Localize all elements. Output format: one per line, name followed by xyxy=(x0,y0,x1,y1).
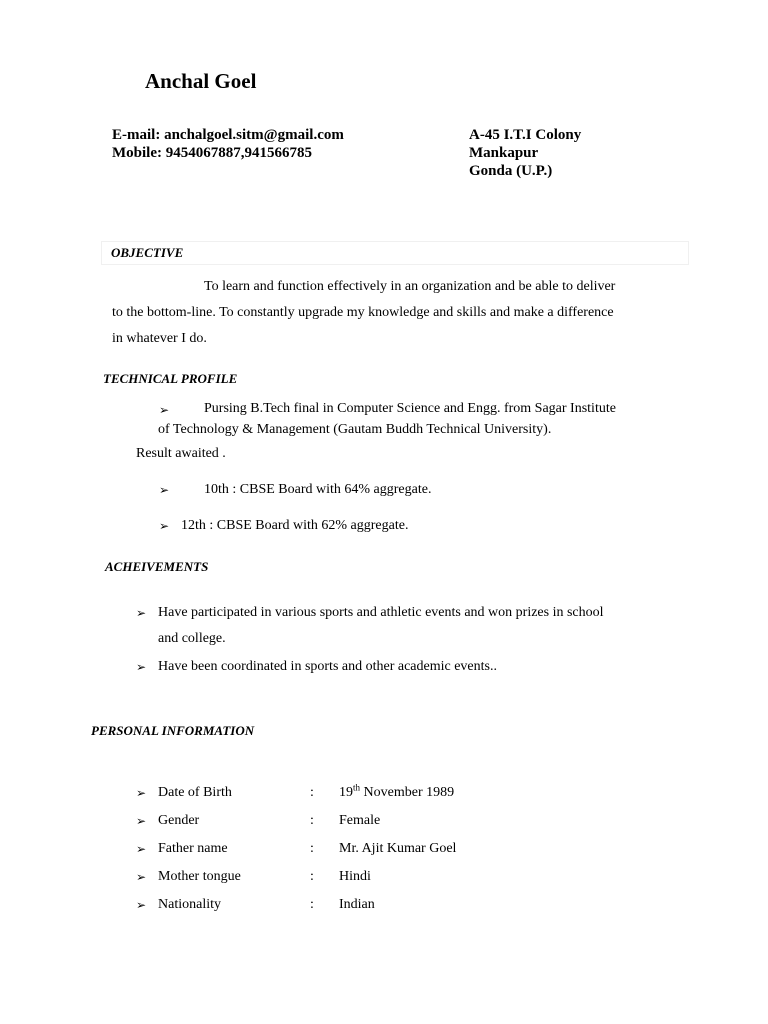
arrow-bullet-icon: ➢ xyxy=(136,814,147,828)
email-line xyxy=(112,126,344,144)
personal-value-nationality: Indian xyxy=(339,897,375,912)
personal-separator: : xyxy=(310,897,314,912)
objective-line-3: in whatever I do. xyxy=(112,331,207,346)
technical-item-1-line-3: Result awaited . xyxy=(136,446,226,461)
personal-separator: : xyxy=(310,813,314,828)
technical-profile-heading: TECHNICAL PROFILE xyxy=(103,371,238,386)
objective-heading-box xyxy=(101,241,689,265)
candidate-name: Anchal Goel xyxy=(145,69,257,93)
mobile-label: Mobile: xyxy=(112,145,166,161)
email-address[interactable]: anchalgoel.sitm@gmail.com xyxy=(164,127,344,143)
address-line-2: Mankapur xyxy=(469,145,539,161)
achievement-item-1-line-1: Have participated in various sports and athletic events and won prizes in school xyxy=(158,605,604,620)
personal-label-nationality: Nationality xyxy=(158,897,221,912)
personal-value-gender: Female xyxy=(339,813,381,828)
technical-item-2: 10th : CBSE Board with 64% aggregate. xyxy=(204,482,432,497)
arrow-bullet-icon: ➢ xyxy=(159,403,170,417)
personal-label-father-name: Father name xyxy=(158,841,228,856)
personal-separator: : xyxy=(310,785,314,800)
personal-value-mother-tongue: Hindi xyxy=(339,869,371,884)
objective-line-1: To learn and function effectively in an organization and be able to deliver xyxy=(204,279,616,294)
arrow-bullet-icon: ➢ xyxy=(136,786,147,800)
arrow-bullet-icon: ➢ xyxy=(136,842,147,856)
technical-item-1-line-1: Pursing B.Tech final in Computer Science and Engg. from Sagar Institute xyxy=(204,401,616,416)
personal-label-mother-tongue: Mother tongue xyxy=(158,869,241,884)
objective-heading: OBJECTIVE xyxy=(111,245,184,260)
mobile-line xyxy=(112,144,312,162)
arrow-bullet-icon: ➢ xyxy=(136,660,147,674)
personal-separator: : xyxy=(310,841,314,856)
technical-item-3: 12th : CBSE Board with 62% aggregate. xyxy=(181,518,409,533)
achievement-item-1-line-2: and college. xyxy=(158,631,226,646)
address-line-1: A-45 I.T.I Colony xyxy=(469,127,582,143)
arrow-bullet-icon: ➢ xyxy=(136,898,147,912)
arrow-bullet-icon: ➢ xyxy=(159,519,170,533)
objective-line-2: to the bottom-line. To constantly upgrade my knowledge and skills and make a difference xyxy=(112,305,614,320)
technical-item-1-line-2: of Technology & Management (Gautam Buddh Technical University). xyxy=(158,422,552,437)
personal-label-date-of-birth: Date of Birth xyxy=(158,785,232,800)
achievements-heading: ACHEIVEMENTS xyxy=(105,559,209,574)
arrow-bullet-icon: ➢ xyxy=(136,606,147,620)
arrow-bullet-icon: ➢ xyxy=(136,870,147,884)
address-line-3: Gonda (U.P.) xyxy=(469,163,553,179)
arrow-bullet-icon: ➢ xyxy=(159,483,170,497)
personal-separator: : xyxy=(310,869,314,884)
personal-value-date-of-birth: 19th November 1989 xyxy=(339,782,455,800)
achievement-item-2: Have been coordinated in sports and other academic events.. xyxy=(158,659,497,674)
email-label: E-mail: xyxy=(112,127,165,143)
personal-value-father-name: Mr. Ajit Kumar Goel xyxy=(339,841,457,856)
mobile-number: 9454067887,941566785 xyxy=(165,145,312,161)
personal-information-heading: PERSONAL INFORMATION xyxy=(91,723,255,738)
personal-label-gender: Gender xyxy=(158,813,200,828)
